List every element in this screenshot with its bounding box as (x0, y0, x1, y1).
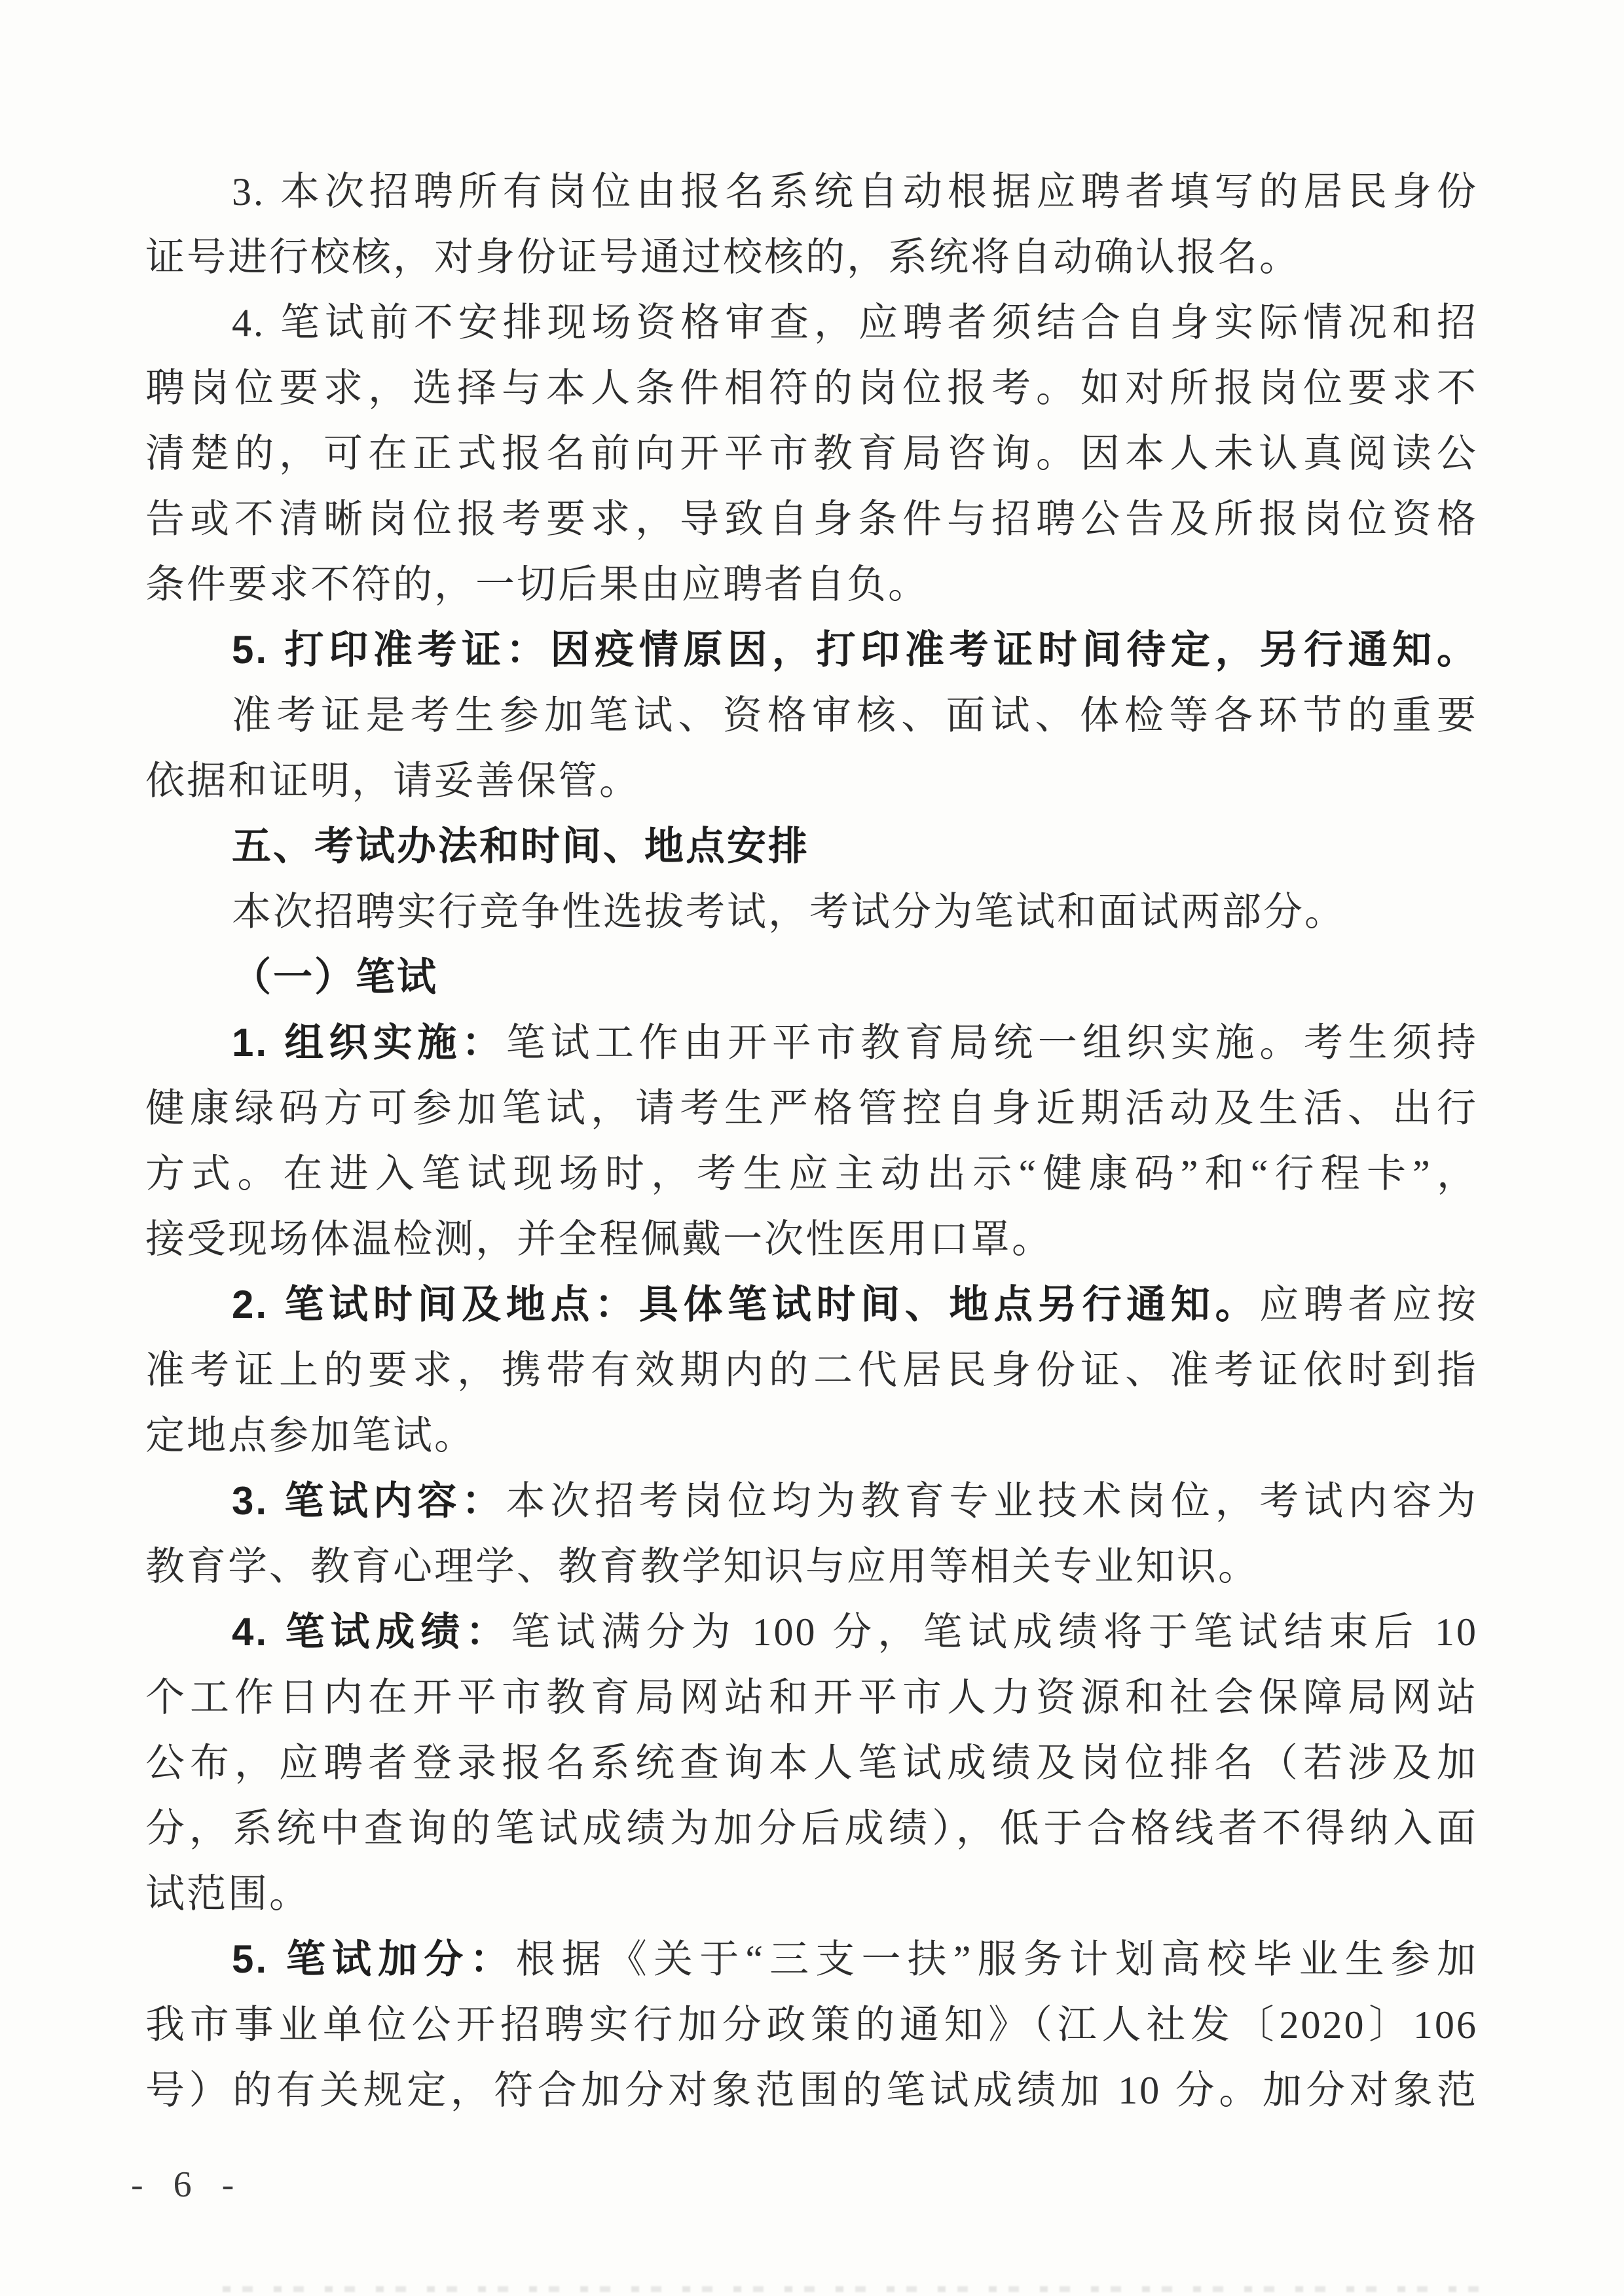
text-segment: 本次招考岗位均为教育专业技术岗位，考试内容为 (506, 1480, 1478, 1523)
text-line (145, 1861, 1478, 1927)
bold-text-segment: 1. 组织实施： (232, 1021, 506, 1065)
text-segment: 号）的有关规定，符合加分对象范围的笔试成绩加 10 分。加分对象范 (145, 2069, 1478, 2112)
bold-text-segment: 5. 打印准考证：因疫情原因，打印准考证时间待定，另行通知。 (232, 628, 1478, 672)
body-text (145, 159, 1478, 2123)
text-segment: 告或不清晰岗位报考要求，导致自身条件与招聘公告及所报岗位资格 (145, 498, 1478, 541)
text-line (145, 1730, 1478, 1796)
text-line (145, 421, 1478, 486)
text-segment: 笔试满分为 100 分，笔试成绩将于笔试结束后 10 (511, 1611, 1478, 1654)
bold-text-segment: （一）笔试 (232, 955, 438, 999)
text-line (145, 290, 1478, 355)
text-line (145, 1927, 1478, 1992)
text-line (145, 1468, 1478, 1534)
text-line (145, 1534, 1478, 1599)
text-segment: 个工作日内在开平市教育局网站和开平市人力资源和社会保障局网站 (145, 1676, 1478, 1719)
text-segment: 分，系统中查询的笔试成绩为加分后成绩），低于合格线者不得纳入面 (145, 1807, 1478, 1850)
text-segment: 应聘者应按 (1259, 1283, 1478, 1326)
text-segment: 笔试工作由开平市教育局统一组织实施。考生须持 (506, 1021, 1478, 1065)
page-number: - 6 - (131, 2164, 245, 2205)
text-segment: 聘岗位要求，选择与本人条件相符的岗位报考。如对所报岗位要求不 (145, 367, 1478, 410)
text-line (145, 1141, 1478, 1207)
text-line (145, 814, 1478, 879)
bold-text-segment: 2. 笔试时间及地点：具体笔试时间、地点另行通知。 (232, 1283, 1260, 1326)
text-line (145, 945, 1478, 1010)
text-line (145, 1338, 1478, 1403)
text-segment: 我市事业单位公开招聘实行加分政策的通知》（江人社发〔2020〕106 (145, 2003, 1478, 2047)
text-line (145, 486, 1478, 552)
text-line (145, 1076, 1478, 1141)
text-line (145, 225, 1478, 290)
text-line (145, 617, 1478, 683)
text-segment: 公布，应聘者登录报名系统查询本人笔试成绩及岗位排名（若涉及加 (145, 1741, 1478, 1785)
text-line (145, 1599, 1478, 1665)
text-segment: 本次招聘实行竞争性选拔考试，考试分为笔试和面试两部分。 (232, 890, 1346, 934)
text-line (145, 1796, 1478, 1861)
text-line (145, 748, 1478, 814)
text-line (145, 1010, 1478, 1076)
text-line (145, 2058, 1478, 2123)
text-segment: 教育学、教育心理学、教育教学知识与应用等相关专业知识。 (145, 1545, 1259, 1588)
text-segment: 根据《关于“三支一扶”服务计划高校毕业生参加 (515, 1938, 1478, 1981)
text-line (145, 683, 1478, 748)
text-line (145, 1992, 1478, 2058)
text-segment: 3. 本次招聘所有岗位由报名系统自动根据应聘者填写的居民身份 (232, 170, 1478, 213)
text-line (145, 1403, 1478, 1468)
text-segment: 接受现场体温检测，并全程佩戴一次性医用口罩。 (145, 1218, 1053, 1261)
text-line (145, 552, 1478, 617)
text-line (145, 159, 1478, 225)
text-segment: 试范围。 (145, 1872, 310, 1916)
text-line (145, 1207, 1478, 1272)
text-segment: 依据和证明，请妥善保管。 (145, 759, 640, 803)
text-segment: 准考证上的要求，携带有效期内的二代居民身份证、准考证依时到指 (145, 1349, 1478, 1392)
text-line (145, 355, 1478, 421)
bold-text-segment: 五、考试办法和时间、地点安排 (232, 824, 809, 868)
text-segment: 4. 笔试前不安排现场资格审查，应聘者须结合自身实际情况和招 (232, 301, 1478, 344)
text-segment: 定地点参加笔试。 (145, 1414, 475, 1457)
text-segment: 方式。在进入笔试现场时，考生应主动出示“健康码”和“行程卡”， (145, 1152, 1478, 1195)
text-segment: 条件要求不符的，一切后果由应聘者自负。 (145, 563, 929, 606)
text-segment: 清楚的，可在正式报名前向开平市教育局咨询。因本人未认真阅读公 (145, 432, 1478, 475)
text-segment: 准考证是考生参加笔试、资格审核、面试、体检等各环节的重要 (232, 694, 1478, 737)
bold-text-segment: 4. 笔试成绩： (232, 1610, 511, 1654)
bold-text-segment: 5. 笔试加分： (232, 1937, 516, 1981)
text-line (145, 879, 1478, 945)
scan-bleed-artifact (223, 2286, 1480, 2292)
text-line (145, 1272, 1478, 1338)
text-segment: 证号进行校核，对身份证号通过校核的，系统将自动确认报名。 (145, 236, 1301, 279)
text-segment: 健康绿码方可参加笔试，请考生严格管控自身近期活动及生活、出行 (145, 1087, 1478, 1130)
text-line (145, 1665, 1478, 1730)
bold-text-segment: 3. 笔试内容： (232, 1479, 506, 1523)
